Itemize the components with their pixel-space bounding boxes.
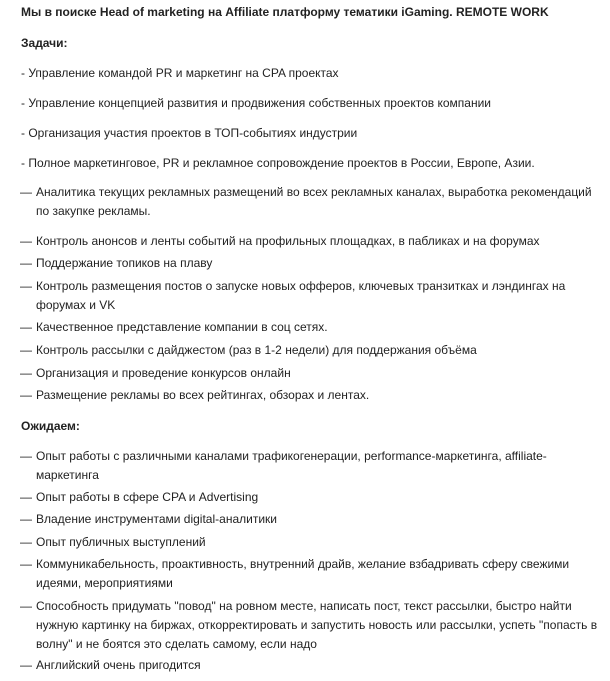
task-dash-text: Аналитика текущих рекламных размещений во всех рекламных каналах, выработка рекомендаций по закупке рекламы. [36, 185, 592, 218]
dash-marker: — [20, 256, 32, 270]
expectation-dash-item [21, 447, 606, 485]
expectation-dash-text: Владение инструментами digital-аналитики [36, 512, 277, 526]
dash-marker: — [20, 658, 32, 672]
expectation-dash-item [21, 488, 606, 507]
expectation-dash-text: Способность придумать "повод" на ровном месте, написать пост, текст рассылки, быстро найти нужную картинку на биржах, откорректировать и запустить новость или рассылки, успеть "попасть в волну" и не боятся это сделать самому, если надо [36, 599, 598, 651]
task-dash-item [21, 364, 606, 383]
dash-marker: — [20, 599, 32, 613]
dash-marker: — [20, 535, 32, 549]
dash-marker: — [20, 490, 32, 504]
dash-marker: — [20, 557, 32, 571]
task-dash-item [21, 232, 606, 251]
expectations-heading: Ожидаем: [21, 419, 80, 433]
expectation-dash-text: Английский очень пригодится [36, 658, 201, 672]
task-dash-item [21, 277, 606, 315]
expectation-dash-text: Опыт публичных выступлений [36, 535, 206, 549]
expectation-dash-item [21, 510, 606, 529]
tasks-heading: Задачи: [21, 36, 68, 50]
expectation-dash-item [21, 597, 606, 654]
dash-marker: — [20, 388, 32, 402]
posting-title: Мы в поиске Head of marketing на Affiliate платформу тематики iGaming. REMOTE WORK [21, 5, 549, 19]
dash-marker: — [20, 185, 32, 199]
task-line: - Управление концепцией развития и продвижения собственных проектов компании [21, 96, 491, 110]
expectation-dash-text: Коммуникабельность, проактивность, внутренний драйв, желание взбадривать сферу свежими идеями, мероприятиями [36, 557, 570, 590]
expectation-dash-item [21, 533, 606, 552]
task-line: - Полное маркетинговое, PR и рекламное сопровождение проектов в России, Европе, Азии. [21, 156, 535, 170]
task-dash-item [21, 386, 606, 405]
task-dash-text: Контроль анонсов и ленты событий на профильных площадках, в пабликах и на форумах [36, 234, 540, 248]
dash-marker: — [20, 343, 32, 357]
task-dash-text: Поддержание топиков на плаву [36, 256, 213, 270]
task-dash-item [21, 318, 606, 337]
expectation-dash-text: Опыт работы с различными каналами трафикогенерации, performance-маркетинга, affiliate-маркетинга [36, 449, 547, 482]
dash-marker: — [20, 512, 32, 526]
expectation-dash-text: Опыт работы в сфере CPA и Advertising [36, 490, 259, 504]
task-dash-item [21, 341, 606, 360]
dash-marker: — [20, 449, 32, 463]
dash-marker: — [20, 366, 32, 380]
expectation-dash-item [21, 555, 606, 593]
expectation-dash-item [21, 656, 606, 675]
task-dash-item [21, 183, 606, 221]
task-dash-text: Качественное представление компании в соц сетях. [36, 320, 328, 334]
task-dash-item [21, 254, 606, 273]
dash-marker: — [20, 279, 32, 293]
dash-marker: — [20, 320, 32, 334]
task-dash-text: Контроль рассылки с дайджестом (раз в 1-2 недели) для поддержания объёма [36, 343, 477, 357]
dash-marker: — [20, 234, 32, 248]
task-dash-text: Контроль размещения постов о запуске новых офферов, ключевых транзитках и лэндингах на форумах и VK [36, 279, 566, 312]
task-dash-text: Организация и проведение конкурсов онлайн [36, 366, 291, 380]
task-dash-text: Размещение рекламы во всех рейтингах, обзорах и лентах. [36, 388, 370, 402]
task-line: - Управление командой PR и маркетинг на CPA проектах [21, 66, 339, 80]
task-line: - Организация участия проектов в ТОП-событиях индустрии [21, 126, 358, 140]
